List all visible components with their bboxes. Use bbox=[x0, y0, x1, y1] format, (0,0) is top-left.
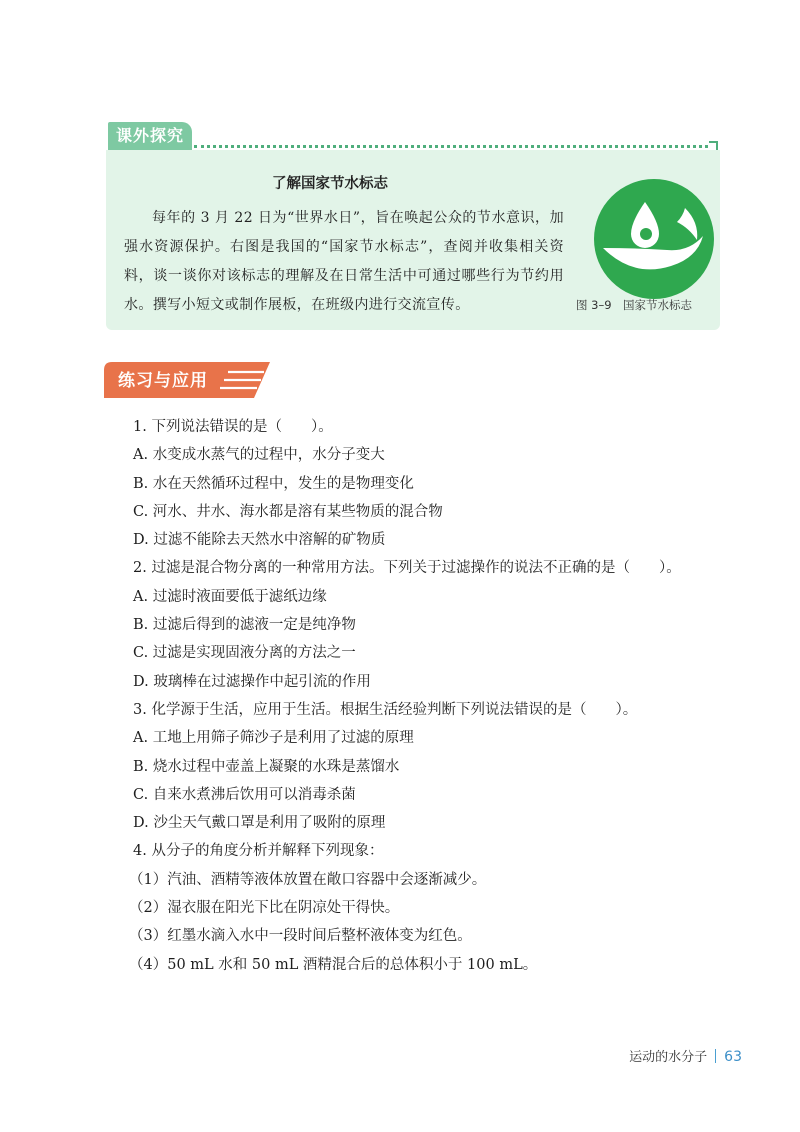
question-2: 2. 过滤是混合物分离的一种常用方法。下列关于过滤操作的说法不正确的是（ ）。 bbox=[133, 560, 681, 577]
question-1-option-b: B. 水在天然循环过程中，发生的是物理变化 bbox=[133, 475, 414, 492]
question-1-option-d: D. 过滤不能除去天然水中溶解的矿物质 bbox=[133, 532, 386, 549]
question-4-item-3: （3）红墨水滴入水中一段时间后整杯液体变为红色。 bbox=[129, 928, 472, 945]
figure-caption: 图 3–9 国家节水标志 bbox=[576, 298, 693, 312]
explore-tag: 课外探究 bbox=[108, 122, 192, 150]
question-2-option-c: C. 过滤是实现固液分离的方法之一 bbox=[133, 645, 356, 662]
question-1-option-c: C. 河水、井水、海水都是溶有某些物质的混合物 bbox=[133, 503, 443, 520]
question-2-option-d: D. 玻璃棒在过滤操作中起引流的作用 bbox=[133, 673, 371, 690]
question-3-option-d: D. 沙尘天气戴口罩是利用了吸附的原理 bbox=[133, 815, 386, 832]
page-footer bbox=[629, 1046, 742, 1065]
exercise-question-list bbox=[129, 413, 733, 979]
question-1-option-a: A. 水变成水蒸气的过程中，水分子变大 bbox=[133, 447, 385, 464]
chapter-title: 运动的水分子 bbox=[629, 1050, 708, 1065]
explore-text: 每年的 3 月 22 日为“世界水日”，旨在唤起公众的节水意识，加强水资源保护。右图是我国的“国家节水标志”，查阅并收集相关资料，谈一谈你对该标志的理解及在日常生活中可通过哪些行为节约用水。撰写小短文或制作展板，在班级内进行交流宣传。 bbox=[124, 210, 564, 313]
exercise-header-title: 练习与应用 bbox=[118, 371, 208, 391]
question-3-option-b: B. 烧水过程中壶盖上凝聚的水珠是蒸馏水 bbox=[133, 758, 400, 775]
explore-title: 了解国家节水标志 bbox=[272, 176, 388, 192]
question-3-option-a: A. 工地上用筛子筛沙子是利用了过滤的原理 bbox=[133, 730, 414, 747]
question-1: 1. 下列说法错误的是（ ）。 bbox=[133, 419, 333, 435]
question-3-option-c: C. 自来水煮沸后饮用可以消毒杀菌 bbox=[133, 786, 356, 803]
water-saving-logo-icon bbox=[593, 178, 715, 300]
explore-dotted-rule bbox=[194, 145, 708, 148]
question-2-option-b: B. 过滤后得到的滤液一定是纯净物 bbox=[133, 617, 356, 634]
question-4-item-2: （2）湿衣服在阳光下比在阴凉处干得快。 bbox=[129, 900, 400, 917]
question-4: 4. 从分子的角度分析并解释下列现象： bbox=[133, 843, 384, 860]
question-4-item-1: （1）汽油、酒精等液体放置在敞口容器中会逐渐减少。 bbox=[129, 871, 487, 888]
question-3: 3. 化学源于生活，应用于生活。根据生活经验判断下列说法错误的是（ ）。 bbox=[133, 701, 638, 718]
explore-corner-mark bbox=[709, 141, 718, 150]
question-2-option-a: A. 过滤时液面要低于滤纸边缘 bbox=[133, 588, 327, 605]
footer-separator bbox=[715, 1049, 716, 1063]
page-number: 63 bbox=[724, 1049, 742, 1065]
question-4-item-4: （4）50 mL 水和 50 mL 酒精混合后的总体积小于 100 mL。 bbox=[129, 956, 538, 973]
